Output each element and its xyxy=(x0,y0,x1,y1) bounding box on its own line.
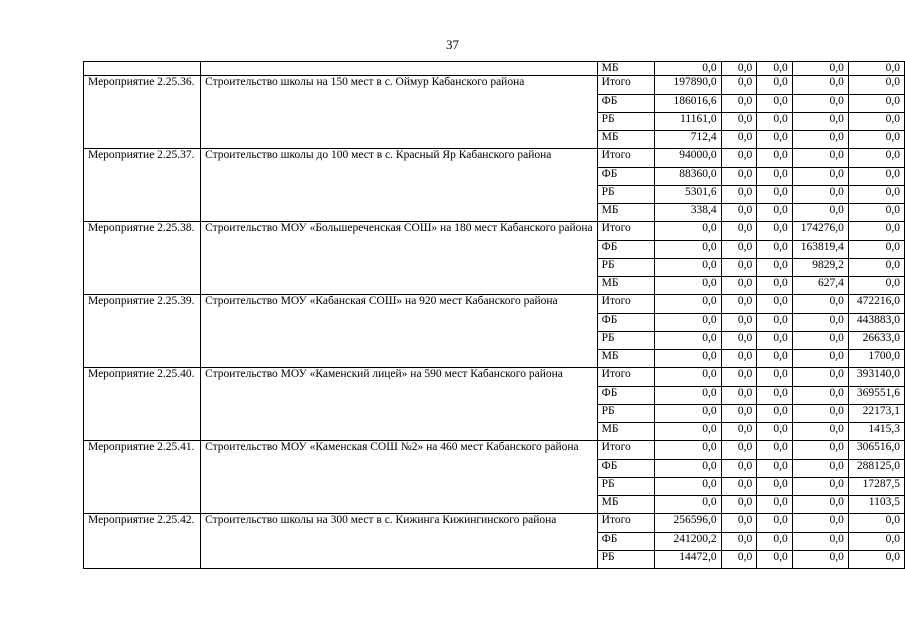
event-code: Мероприятие 2.25.37. xyxy=(84,149,201,222)
value-cell: 0,0 xyxy=(757,533,793,551)
funding-source: РБ xyxy=(597,186,654,204)
value-cell: 627,4 xyxy=(792,277,848,295)
value-cell: 0,0 xyxy=(757,368,793,387)
table-row xyxy=(84,76,905,95)
funding-source: РБ xyxy=(597,259,654,277)
event-code: Мероприятие 2.25.38. xyxy=(84,222,201,295)
value-cell: 0,0 xyxy=(792,514,848,533)
value-cell: 0,0 xyxy=(757,332,793,350)
value-cell: 306516,0 xyxy=(848,441,904,460)
value-cell: 0,0 xyxy=(721,332,757,350)
event-name: Строительство МОУ «Большереченская СОШ» на 180 мест Кабанского района xyxy=(201,222,598,295)
funding-source: Итого xyxy=(597,514,654,533)
value-cell: 0,0 xyxy=(654,350,721,368)
value-cell: 0,0 xyxy=(792,131,848,149)
value-cell: 0,0 xyxy=(792,95,848,113)
value-cell: 0,0 xyxy=(654,241,721,259)
value-cell: 393140,0 xyxy=(848,368,904,387)
table-row xyxy=(84,368,905,387)
value-cell: 9829,2 xyxy=(792,259,848,277)
value-cell: 0,0 xyxy=(721,76,757,95)
value-cell: 0,0 xyxy=(654,295,721,314)
value-cell: 94000,0 xyxy=(654,149,721,168)
value-cell: 0,0 xyxy=(721,168,757,186)
value-cell: 26633,0 xyxy=(848,332,904,350)
event-code-cell xyxy=(84,62,201,76)
value-cell: 1103,5 xyxy=(848,496,904,514)
funding-source: МБ xyxy=(597,350,654,368)
value-cell: 0,0 xyxy=(792,314,848,332)
value-cell: 0,0 xyxy=(792,332,848,350)
event-name: Строительство МОУ «Каменская СОШ №2» на 460 мест Кабанского района xyxy=(201,441,598,514)
event-code: Мероприятие 2.25.40. xyxy=(84,368,201,441)
funding-source: МБ xyxy=(597,277,654,295)
table-row xyxy=(84,295,905,314)
value-cell: 0,0 xyxy=(654,496,721,514)
table-row xyxy=(84,149,905,168)
value-cell: 0,0 xyxy=(757,222,793,241)
value-cell: 0,0 xyxy=(757,95,793,113)
value-cell: 0,0 xyxy=(721,551,757,569)
value-cell: 0,0 xyxy=(654,277,721,295)
event-name: Строительство школы на 150 мест в с. Оймур Кабанского района xyxy=(201,76,598,149)
value-cell: 0,0 xyxy=(757,131,793,149)
funding-source: МБ xyxy=(597,423,654,441)
value-cell: 22173,1 xyxy=(848,405,904,423)
value-cell: 0,0 xyxy=(848,204,904,222)
funding-source: РБ xyxy=(597,405,654,423)
value-cell: 17287,5 xyxy=(848,478,904,496)
funding-source: Итого xyxy=(597,368,654,387)
value-cell: 0,0 xyxy=(721,423,757,441)
value-cell: 0,0 xyxy=(848,533,904,551)
value-cell: 0,0 xyxy=(792,441,848,460)
value-cell: 0,0 xyxy=(654,259,721,277)
value-cell: 0,0 xyxy=(721,314,757,332)
value-cell: 0,0 xyxy=(848,131,904,149)
value-cell: 0,0 xyxy=(792,186,848,204)
event-name-cell xyxy=(201,62,598,76)
table-row xyxy=(84,441,905,460)
value-cell: 0,0 xyxy=(792,76,848,95)
value-cell: 0,0 xyxy=(721,514,757,533)
value-cell: 0,0 xyxy=(757,387,793,405)
value-cell: 0,0 xyxy=(757,350,793,368)
value-cell: 163819,4 xyxy=(792,241,848,259)
value-cell: 0,0 xyxy=(757,76,793,95)
value-cell: 472216,0 xyxy=(848,295,904,314)
value-cell: 0,0 xyxy=(757,460,793,478)
value-cell: 0,0 xyxy=(654,460,721,478)
value-cell: 0,0 xyxy=(792,368,848,387)
value-cell: 0,0 xyxy=(792,496,848,514)
value-cell: 338,4 xyxy=(654,204,721,222)
value-cell: 0,0 xyxy=(654,314,721,332)
value-cell: 0,0 xyxy=(721,441,757,460)
value-cell: 712,4 xyxy=(654,131,721,149)
funding-source: МБ xyxy=(597,131,654,149)
value-cell: 0,0 xyxy=(757,62,793,76)
funding-source: МБ xyxy=(597,62,654,76)
event-name: Строительство МОУ «Каменский лицей» на 590 мест Кабанского района xyxy=(201,368,598,441)
value-cell: 0,0 xyxy=(792,533,848,551)
funding-source: Итого xyxy=(597,222,654,241)
value-cell: 0,0 xyxy=(848,277,904,295)
value-cell: 88360,0 xyxy=(654,168,721,186)
value-cell: 0,0 xyxy=(654,62,721,76)
event-name: Строительство школы на 300 мест в с. Кижинга Кижингинского района xyxy=(201,514,598,569)
value-cell: 0,0 xyxy=(757,441,793,460)
value-cell: 443883,0 xyxy=(848,314,904,332)
value-cell: 0,0 xyxy=(792,551,848,569)
value-cell: 0,0 xyxy=(848,241,904,259)
event-name: Строительство школы до 100 мест в с. Красный Яр Кабанского района xyxy=(201,149,598,222)
value-cell: 0,0 xyxy=(792,295,848,314)
value-cell: 0,0 xyxy=(757,551,793,569)
funding-source: РБ xyxy=(597,551,654,569)
value-cell: 0,0 xyxy=(792,168,848,186)
value-cell: 0,0 xyxy=(757,149,793,168)
value-cell: 0,0 xyxy=(848,186,904,204)
value-cell: 0,0 xyxy=(721,113,757,131)
value-cell: 0,0 xyxy=(848,222,904,241)
value-cell: 0,0 xyxy=(848,62,904,76)
value-cell: 0,0 xyxy=(721,350,757,368)
value-cell: 0,0 xyxy=(757,204,793,222)
budget-table xyxy=(83,61,905,569)
funding-source: РБ xyxy=(597,478,654,496)
funding-source: МБ xyxy=(597,204,654,222)
funding-source: Итого xyxy=(597,295,654,314)
table-row xyxy=(84,514,905,533)
value-cell: 0,0 xyxy=(757,314,793,332)
value-cell: 14472,0 xyxy=(654,551,721,569)
value-cell: 0,0 xyxy=(848,95,904,113)
value-cell: 1415,3 xyxy=(848,423,904,441)
value-cell: 11161,0 xyxy=(654,113,721,131)
event-name: Строительство МОУ «Кабанская СОШ» на 920 мест Кабанского района xyxy=(201,295,598,368)
value-cell: 186016,6 xyxy=(654,95,721,113)
value-cell: 0,0 xyxy=(757,423,793,441)
event-code: Мероприятие 2.25.42. xyxy=(84,514,201,569)
value-cell: 369551,6 xyxy=(848,387,904,405)
value-cell: 0,0 xyxy=(848,551,904,569)
value-cell: 0,0 xyxy=(757,496,793,514)
value-cell: 1700,0 xyxy=(848,350,904,368)
value-cell: 0,0 xyxy=(848,149,904,168)
table-row xyxy=(84,62,905,76)
value-cell: 288125,0 xyxy=(848,460,904,478)
value-cell: 256596,0 xyxy=(654,514,721,533)
value-cell: 0,0 xyxy=(792,204,848,222)
value-cell: 0,0 xyxy=(757,514,793,533)
value-cell: 0,0 xyxy=(792,350,848,368)
value-cell: 0,0 xyxy=(721,460,757,478)
value-cell: 0,0 xyxy=(848,76,904,95)
funding-source: РБ xyxy=(597,113,654,131)
value-cell: 0,0 xyxy=(721,533,757,551)
value-cell: 0,0 xyxy=(654,332,721,350)
value-cell: 0,0 xyxy=(721,186,757,204)
funding-source: Итого xyxy=(597,149,654,168)
value-cell: 0,0 xyxy=(792,423,848,441)
value-cell: 0,0 xyxy=(721,478,757,496)
value-cell: 0,0 xyxy=(848,259,904,277)
value-cell: 0,0 xyxy=(721,95,757,113)
value-cell: 197890,0 xyxy=(654,76,721,95)
event-code: Мероприятие 2.25.36. xyxy=(84,76,201,149)
funding-source: ФБ xyxy=(597,95,654,113)
value-cell: 0,0 xyxy=(721,259,757,277)
funding-source: РБ xyxy=(597,332,654,350)
funding-source: ФБ xyxy=(597,168,654,186)
value-cell: 0,0 xyxy=(757,113,793,131)
value-cell: 0,0 xyxy=(654,405,721,423)
value-cell: 0,0 xyxy=(654,441,721,460)
value-cell: 0,0 xyxy=(792,460,848,478)
value-cell: 0,0 xyxy=(792,113,848,131)
value-cell: 0,0 xyxy=(721,496,757,514)
funding-source: ФБ xyxy=(597,460,654,478)
value-cell: 0,0 xyxy=(654,222,721,241)
funding-source: Итого xyxy=(597,76,654,95)
funding-source: ФБ xyxy=(597,387,654,405)
value-cell: 0,0 xyxy=(721,277,757,295)
event-code: Мероприятие 2.25.41. xyxy=(84,441,201,514)
value-cell: 0,0 xyxy=(848,514,904,533)
value-cell: 0,0 xyxy=(721,387,757,405)
event-code: Мероприятие 2.25.39. xyxy=(84,295,201,368)
value-cell: 0,0 xyxy=(721,405,757,423)
value-cell: 0,0 xyxy=(757,186,793,204)
value-cell: 0,0 xyxy=(848,168,904,186)
budget-table-body xyxy=(84,62,905,569)
value-cell: 0,0 xyxy=(721,204,757,222)
value-cell: 174276,0 xyxy=(792,222,848,241)
value-cell: 0,0 xyxy=(757,168,793,186)
value-cell: 0,0 xyxy=(757,241,793,259)
value-cell: 0,0 xyxy=(757,259,793,277)
value-cell: 0,0 xyxy=(792,405,848,423)
funding-source: ФБ xyxy=(597,241,654,259)
value-cell: 0,0 xyxy=(721,131,757,149)
value-cell: 0,0 xyxy=(757,478,793,496)
value-cell: 0,0 xyxy=(721,149,757,168)
funding-source: ФБ xyxy=(597,533,654,551)
funding-source: Итого xyxy=(597,441,654,460)
value-cell: 0,0 xyxy=(792,149,848,168)
funding-source: МБ xyxy=(597,496,654,514)
value-cell: 0,0 xyxy=(792,62,848,76)
value-cell: 0,0 xyxy=(654,478,721,496)
table-row xyxy=(84,222,905,241)
page-number: 37 xyxy=(446,37,459,52)
value-cell: 5301,6 xyxy=(654,186,721,204)
value-cell: 241200,2 xyxy=(654,533,721,551)
value-cell: 0,0 xyxy=(654,387,721,405)
funding-source: ФБ xyxy=(597,314,654,332)
value-cell: 0,0 xyxy=(721,222,757,241)
value-cell: 0,0 xyxy=(721,295,757,314)
value-cell: 0,0 xyxy=(757,405,793,423)
value-cell: 0,0 xyxy=(848,113,904,131)
value-cell: 0,0 xyxy=(654,368,721,387)
value-cell: 0,0 xyxy=(721,62,757,76)
value-cell: 0,0 xyxy=(792,387,848,405)
value-cell: 0,0 xyxy=(757,295,793,314)
value-cell: 0,0 xyxy=(792,478,848,496)
value-cell: 0,0 xyxy=(721,368,757,387)
value-cell: 0,0 xyxy=(757,277,793,295)
value-cell: 0,0 xyxy=(721,241,757,259)
value-cell: 0,0 xyxy=(654,423,721,441)
